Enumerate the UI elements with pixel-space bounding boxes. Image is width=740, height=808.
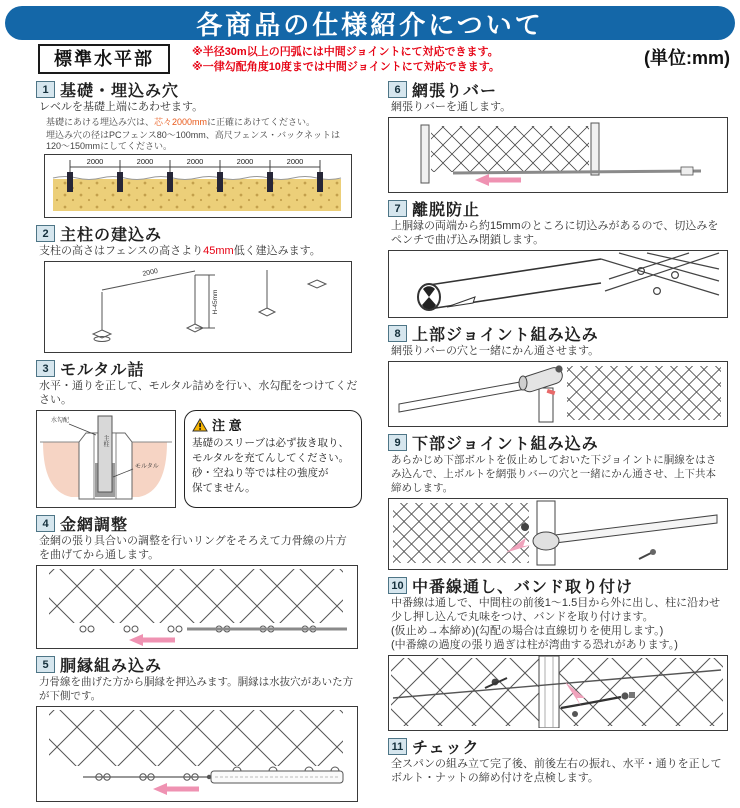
section-mortar xyxy=(36,359,362,508)
section-title: 網張りバー xyxy=(412,83,498,100)
rail-tube xyxy=(207,771,343,783)
section-check xyxy=(388,737,726,785)
section-title: 胴縁組み込み xyxy=(60,658,163,675)
note-line: ※半径30m以上の円弧には中間ジョイントにて対応できます。 xyxy=(192,46,499,58)
bolt-icon xyxy=(572,711,578,717)
lower-joint-diagram xyxy=(388,498,728,570)
svg-text:2000: 2000 xyxy=(186,157,204,166)
section-desc: 水平・通りを正して、モルタル詰めを行い、水勾配をつけてください。 xyxy=(39,380,358,406)
section-desc: レベルを基礎上端にあわせます。 xyxy=(39,101,204,113)
svg-text:2000: 2000 xyxy=(286,157,304,166)
section-title: チェック xyxy=(412,740,480,757)
section-title: 中番線通し、バンド取り付け xyxy=(412,579,634,596)
section-desc: 支柱の高さはフェンスの高さより45mm低く建込みます。 xyxy=(39,245,321,257)
section-label-box: 標準水平部 xyxy=(38,44,170,74)
mortar-diagram-svg xyxy=(37,411,175,505)
section-net-bar xyxy=(388,80,726,193)
step-number: 9 xyxy=(388,434,407,451)
rail-insert-svg xyxy=(37,707,355,799)
step-number: 7 xyxy=(388,200,407,217)
upper-joint-svg xyxy=(389,362,725,424)
middle-wire-diagram xyxy=(388,655,728,731)
section-desc: あらかじめ下部ボルトを仮止めしておいた下ジョイントに胴線をはさみ込んで、上ボルトを網張りバーの穴と一緒にかん通させ、上下共本締めします。 xyxy=(391,454,717,494)
step-number: 10 xyxy=(388,577,407,594)
screw-icon xyxy=(639,549,656,559)
mesh-adjust-svg xyxy=(37,566,355,646)
soil-diagram-svg xyxy=(45,155,349,215)
soil-section-diagram xyxy=(44,154,352,218)
section-note: 埋込み穴の径はPCフェンス80〜100mm、高尺フェンス・バックネットは120〜150mmにしてください。 xyxy=(46,130,340,151)
tube-end-svg xyxy=(389,251,725,315)
tube-end-diagram xyxy=(388,250,728,318)
pliers-tip xyxy=(447,297,475,307)
highlight-dimension: 芯々2000mm xyxy=(154,117,208,127)
section-detach-prevention xyxy=(388,199,726,318)
section-title: 下部ジョイント組み込み xyxy=(412,436,599,453)
section-note: 基礎にあける埋込み穴は、芯々2000mmに正確にあけてください。 xyxy=(46,117,316,127)
title-banner xyxy=(5,6,735,40)
net-bar-diagram xyxy=(388,117,728,193)
red-notes xyxy=(192,44,500,75)
section-desc: (仮止め→本締め)(勾配の場合は直線切りを使用します。) xyxy=(391,625,664,637)
mesh-wires xyxy=(601,253,719,295)
upper-joint-diagram xyxy=(388,361,728,427)
step-number: 2 xyxy=(36,225,55,242)
section-title: 上部ジョイント組み込み xyxy=(412,327,599,344)
section-post-erection xyxy=(36,224,362,353)
rail-insert-diagram xyxy=(36,706,358,802)
lower-joint-svg xyxy=(389,499,725,567)
section-desc: 力骨線を曲げた方から胴縁を押込みます。胴縁は水抜穴があいた方が下側です。 xyxy=(39,676,354,702)
section-title: 主柱の建込み xyxy=(60,227,163,244)
arrow-left-icon xyxy=(153,783,199,795)
step-number: 4 xyxy=(36,515,55,532)
content-columns xyxy=(36,80,726,808)
svg-text:主柱: 主柱 xyxy=(102,435,108,447)
highlight-dimension: 45mm xyxy=(203,245,234,257)
right-column xyxy=(388,80,726,808)
info-row xyxy=(0,44,740,75)
mortar-diagram xyxy=(36,410,176,508)
section-title: モルタル詰 xyxy=(60,362,145,379)
arrow-left-icon xyxy=(475,174,521,186)
section-title: 基礎・埋込み穴 xyxy=(60,83,180,100)
step-number: 1 xyxy=(36,81,55,98)
section-middle-wire-band xyxy=(388,576,726,731)
section-upper-joint xyxy=(388,324,726,427)
step-number: 5 xyxy=(36,656,55,673)
svg-text:2000: 2000 xyxy=(86,157,104,166)
section-desc: 網張りバーの穴と一緒にかん通させます。 xyxy=(391,345,600,357)
bolt-icon xyxy=(555,365,562,372)
step-number: 8 xyxy=(388,325,407,342)
section-foundation-holes xyxy=(36,80,362,218)
svg-text:モルタル: モルタル xyxy=(135,464,159,470)
step-number: 3 xyxy=(36,360,55,377)
note-line: ※一律勾配角度10度までは中間ジョイントにて対応できます。 xyxy=(192,61,500,73)
section-desc: (中番線の過度の張り過ぎは柱が湾曲する恐れがあります。) xyxy=(391,639,678,651)
page-title: 各商品の仕様紹介について xyxy=(196,9,544,40)
hanging-hooks xyxy=(233,767,339,771)
unit-label: (単位:mm) xyxy=(644,48,730,68)
step-number: 6 xyxy=(388,81,407,98)
section-desc: 全スパンの組み立て完了後、前後左右の振れ、水平・通りを正してボルト・ナットの締め付けを点検します。 xyxy=(391,758,722,784)
section-rail-insert xyxy=(36,655,362,802)
section-desc: 少し押し込んで丸味をつけ、バンドを取り付けます。 xyxy=(391,611,654,623)
net-bar-svg xyxy=(389,118,725,190)
mesh-adjust-diagram xyxy=(36,565,358,649)
section-lower-joint xyxy=(388,433,726,570)
section-desc: 網張りバーを通します。 xyxy=(391,101,512,113)
svg-text:H-45mm: H-45mm xyxy=(212,289,219,315)
section-mesh-adjust xyxy=(36,514,362,649)
warning-icon xyxy=(192,418,208,432)
bolt-icon xyxy=(521,523,529,531)
section-desc: 中番線は通しで、中間柱の前後1〜1.5目から外に出し、柱に沿わせ xyxy=(391,597,721,609)
warning-box: 注 意 基礎のスリーブは必ず抜き取り、 モルタルを充てんしてください。 砂・空ねり等では柱の強度が 保てません。 xyxy=(184,410,362,508)
section-desc: 上胴縁の両端から約15mmのところに切込みがあるので、切込みをペンチで曲げ込み閉鎖します。 xyxy=(391,220,719,246)
arrow-left-icon xyxy=(129,634,175,646)
svg-text:2000: 2000 xyxy=(141,267,159,278)
section-title: 金網調整 xyxy=(60,517,129,534)
post-erection-diagram xyxy=(44,261,352,353)
svg-text:水勾配: 水勾配 xyxy=(51,418,70,424)
svg-text:2000: 2000 xyxy=(236,157,254,166)
svg-text:2000: 2000 xyxy=(136,157,154,166)
middle-wire-svg xyxy=(389,656,725,728)
warning-title: 注 意 xyxy=(212,418,242,433)
posts-diagram-svg xyxy=(45,262,349,350)
section-title: 離脱防止 xyxy=(412,202,481,219)
section-desc: 金網の張り具合いの調整を行いリングをそろえて力骨線の片方を曲げてから通します。 xyxy=(39,535,347,561)
left-column xyxy=(36,80,362,808)
step-number: 11 xyxy=(388,738,407,755)
